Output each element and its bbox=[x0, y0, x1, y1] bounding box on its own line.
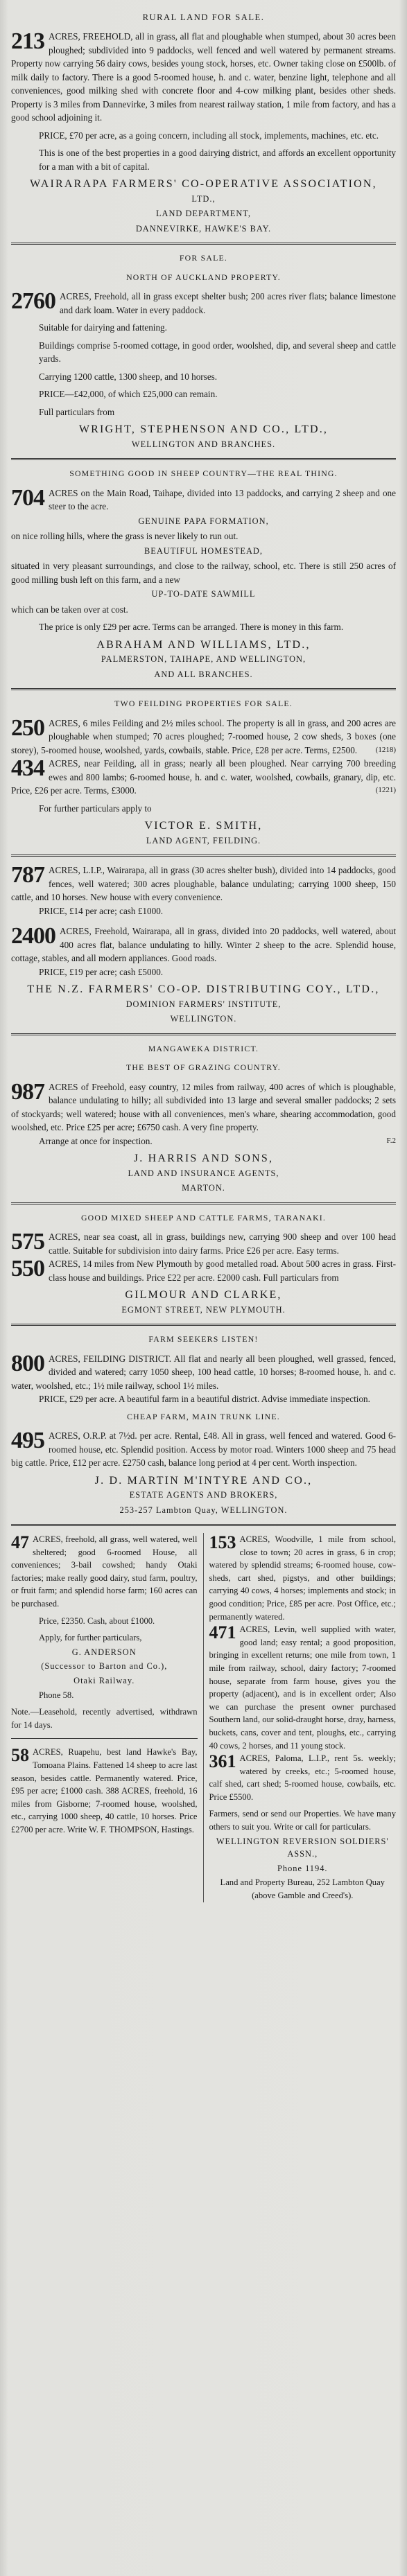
agent-firm: WAIRARAPA FARMERS' CO-OPERATIVE ASSOCIATION, bbox=[30, 178, 377, 190]
acreage-number: 575 bbox=[11, 1229, 44, 1254]
ad-reference: (1221) bbox=[375, 786, 396, 794]
agent-role: LAND AGENT, FEILDING. bbox=[146, 835, 261, 845]
agent-firm: WELLINGTON REVERSION SOLDIERS' ASSN., bbox=[216, 1836, 389, 1859]
acreage-number: 58 bbox=[11, 1745, 29, 1766]
ad-price: PRICE, £29 per acre. A beautiful farm in a beautiful district. Advise immediate inspection. bbox=[39, 1394, 370, 1404]
two-column-ads bbox=[11, 1533, 396, 1902]
ad-note: Note.—Leasehold, recently advertised, withdrawn for 14 days. bbox=[11, 1707, 198, 1730]
agent-institute: DOMINION FARMERS' INSTITUTE, bbox=[125, 999, 282, 1009]
section-title: RURAL LAND FOR SALE. bbox=[142, 12, 265, 22]
ad-body: 495 ACRES, O.R.P. at 7½d. per acre. Rental, £48. All in grass, well fenced and watered. Good 6-roomed house, etc. Splendid position. Access by motor road. Winters 1000 sheep and 75 head big cattle. Price, £12 per acre. £2750 cash, balance long period at 4 per cent. Worth inspection. bbox=[11, 1428, 396, 1468]
ad-price: Price, £2350. Cash, about £1000. bbox=[39, 1615, 155, 1626]
divider bbox=[11, 1524, 396, 1526]
ad-taihape bbox=[11, 467, 396, 681]
ad-carrying: Carrying 1200 cattle, 1300 sheep, and 10 horses. bbox=[39, 371, 218, 382]
acreage-number: 800 bbox=[11, 1350, 44, 1376]
agent-successor: (Successor to Barton and Co.), bbox=[41, 1661, 168, 1672]
acreage-number: 2760 bbox=[11, 288, 55, 314]
agent-address: WELLINGTON AND BRANCHES. bbox=[131, 439, 276, 449]
ad-body: 575 ACRES, near sea coast, all in grass, buildings new, carrying 900 sheep and over 100 head cattle. Suitable for subdivision into dairy farms. Price £26 per acre. Easy terms. bbox=[11, 1229, 396, 1256]
ad-full: For further particulars apply to bbox=[39, 803, 152, 814]
ad-headline: SOMETHING GOOD IN SHEEP COUNTRY—THE REAL THING. bbox=[69, 468, 338, 478]
acreage-number: 250 bbox=[11, 715, 44, 741]
ad-body: 2760 ACRES, Freehold, all in grass except shelter bush; 200 acres river flats; balance limestone and dark loam. Water in every paddock. bbox=[11, 288, 396, 315]
ad-wairarapa bbox=[11, 864, 396, 1026]
divider bbox=[11, 1324, 396, 1326]
acreage-number: 787 bbox=[11, 862, 44, 888]
agent-address: WELLINGTON. bbox=[170, 1014, 237, 1024]
ad-reversion-soldiers bbox=[204, 1533, 397, 1902]
ad-body: 361 ACRES, Paloma, L.I.P., rent 5s. weekly; watered by creeks, etc.; 5-roomed house, calf shed, cart shed; 5-roomed house, cowbails, etc. Price £5500. bbox=[209, 1751, 396, 1802]
ad-text: which can be taken over at cost. bbox=[11, 604, 128, 615]
ad-reference: (1218) bbox=[375, 745, 396, 754]
ad-heading: FOR SALE. bbox=[179, 253, 228, 263]
ad-text: situated in very pleasant surroundings, and close to the railway, school, etc. There is still 250 acres of good milling bush left on this farm, and a new bbox=[11, 561, 396, 585]
divider bbox=[11, 243, 396, 245]
ad-subhead: UP-TO-DATE SAWMILL bbox=[151, 589, 256, 599]
ad-body: 800 ACRES, FEILDING DISTRICT. All flat and nearly all been ploughed, well grassed, fenced, divided and watered; carry 1050 sheep, 100 head cattle, 10 horses; 8-roomed house, h. and c. water, woolshed, etc.; 1½ mile railway, school 1½ miles. bbox=[11, 1350, 396, 1391]
ad-headline: THE BEST OF GRAZING COUNTRY. bbox=[126, 1062, 281, 1072]
agent-name: G. ANDERSON bbox=[71, 1647, 137, 1657]
agent-firm: WRIGHT, STEPHENSON AND CO., LTD., bbox=[78, 423, 329, 435]
ad-apply: Apply, for further particulars, bbox=[39, 1633, 142, 1643]
ad-body: 250 ACRES, 6 miles Feilding and 2½ miles school. The property is all in grass, and 200 acres are ploughable when stumped; 70 acres ploughed; 7-roomed house, 2 cow sheds, 3 boxes (one storey), 5-roomed house, woolshed, yards, cowbails, stable. Price, £28 per acre. Terms, £2500. (1218) bbox=[11, 717, 396, 757]
agent-address: 253-257 Lambton Quay, WELLINGTON. bbox=[119, 1505, 288, 1515]
ad-taranaki bbox=[11, 1211, 396, 1317]
ad-mangaweka bbox=[11, 1042, 396, 1195]
agent-role: ESTATE AGENTS AND BROKERS, bbox=[129, 1490, 278, 1500]
acreage-number: 47 bbox=[11, 1532, 29, 1552]
ad-body: 434 ACRES, near Feilding, all in grass; nearly all been ploughed. Near carrying 700 breeding ewes and 800 lambs; 6-roomed house, h. and c. water, woolshed, cowbails, granary, dip, etc. Price, £26 per acre. Terms, £3000. (1221) bbox=[11, 757, 396, 798]
acreage-number: 987 bbox=[11, 1078, 44, 1105]
divider bbox=[11, 1738, 198, 1739]
agent-firm: J. D. MARTIN M'INTYRE AND CO., bbox=[94, 1474, 313, 1487]
agent-department: Land and Property Bureau, 252 Lambton Quay (above Gamble and Creed's). bbox=[220, 1877, 385, 1901]
ad-full: Full particulars from bbox=[39, 406, 115, 417]
acreage-number: 550 bbox=[11, 1256, 44, 1281]
ad-price: PRICE, £70 per acre, as a going concern, including all stock, implements, machines, etc. etc. bbox=[39, 130, 379, 141]
agent-firm: ABRAHAM AND WILLIAMS, LTD., bbox=[96, 638, 311, 651]
ad-headline: TWO FEILDING PROPERTIES FOR SALE. bbox=[114, 699, 293, 708]
ad-note: This is one of the best properties in a good dairying district, and affords an excellent opportunity for a man with a bit of capital. bbox=[39, 148, 396, 172]
ad-subhead: BEAUTIFUL HOMESTEAD, bbox=[144, 545, 263, 556]
ad-body: 987 ACRES of Freehold, easy country, 12 miles from railway, 400 acres of which is ploughable, balance undulating to hilly; all subdivided into 13 large and several smaller paddocks; 2 sets of stockyards; well watered; house with all conveniences, men's whare, shearing accommodation, good woolshed, etc. Price £25 per acre; £6750 cash. A very fine property. bbox=[11, 1078, 396, 1132]
agent-firm: J. HARRIS AND SONS, bbox=[133, 1153, 274, 1164]
ad-district: MANGAWEKA DISTRICT. bbox=[148, 1043, 259, 1053]
ad-price: PRICE—£42,000, of which £25,000 can remain. bbox=[39, 389, 218, 399]
acreage-number: 471 bbox=[209, 1622, 236, 1643]
acreage-number: 704 bbox=[11, 484, 44, 511]
divider bbox=[11, 688, 396, 690]
ad-body: 47 ACRES, freehold, all grass, well watered, well sheltered; good 6-roomed House, all conveniences; 3-bail cowshed; handy Otaki factories; make really good dairy, stud farm, poultry, or fruit farm; and splendid horse farm; 160 acres can be purchased. bbox=[11, 1532, 198, 1609]
agent-firm: GILMOUR AND CLARKE, bbox=[125, 1289, 282, 1301]
ad-feilding bbox=[11, 697, 396, 848]
agent-firm: VICTOR E. SMITH, bbox=[144, 820, 263, 832]
ad-subhead: GENUINE PAPA FORMATION, bbox=[138, 516, 269, 526]
agent-role: LAND AND INSURANCE AGENTS, bbox=[128, 1168, 279, 1178]
ad-headline: FARM SEEKERS LISTEN! bbox=[148, 1334, 259, 1344]
ad-body: 550 ACRES, 14 miles from New Plymouth by good metalled road. About 500 acres in grass. First-class house and buildings. Price £22 per acre. £2000 cash. Full particulars from bbox=[11, 1256, 396, 1283]
divider bbox=[11, 1202, 396, 1204]
divider bbox=[11, 458, 396, 460]
acreage-number: 434 bbox=[11, 755, 44, 781]
ad-price: PRICE, £14 per acre; cash £1000. bbox=[39, 905, 164, 916]
ad-otaki bbox=[11, 1533, 204, 1902]
ad-body: 58 ACRES, Ruapehu, best land Hawke's Bay, Tomoana Plains. Fattened 14 sheep to acre last season, besides cattle. Permanently watered. Price, £95 per acre; £1000 cash. 388 ACRES, freehold, 16 miles from Gisborne; 7-roomed house, woolshed, etc., carrying 1000 sheep, 40 cattle, 10 horses. Price £2700 per acre. Write W. F. THOMPSON, Hastings. bbox=[11, 1745, 198, 1834]
ad-body: 704 ACRES on the Main Road, Taihape, divided into 13 paddocks, and carrying 2 sheep and one steer to the acre. bbox=[11, 484, 396, 511]
agent-firm: THE N.Z. FARMERS' CO-OP. DISTRIBUTING COY., LTD., bbox=[27, 983, 380, 995]
agent-town: Otaki Railway. bbox=[73, 1675, 135, 1685]
ad-north-auckland bbox=[11, 252, 396, 451]
divider bbox=[11, 855, 396, 857]
ad-body: 2400 ACRES, Freehold, Wairarapa, all in grass, divided into 20 paddocks, well watered, about 400 acres flat, balance undulating to hilly. Winter 2 sheep to the acre. Splendid house, cottage, stables, and all modern appliances. Good roads. bbox=[11, 923, 396, 963]
ad-region: NORTH OF AUCKLAND PROPERTY. bbox=[126, 272, 281, 282]
agent-address: PALMERSTON, TAIHAPE, AND WELLINGTON, bbox=[101, 654, 306, 664]
acreage-number: 2400 bbox=[11, 923, 55, 949]
agent-address: DANNEVIRKE, HAWKE'S BAY. bbox=[135, 223, 272, 234]
ad-price: The price is only £29 per acre. Terms can be arranged. There is money in this farm. bbox=[39, 622, 344, 632]
ad-body: 471 ACRES, Levin, well supplied with water, good land; easy rental; a good proposition, bringing in excellent returns; one mile from town, 1 mile from railway, school, dairy factory; 7-roomed house, separate from farm house, gives you the property (adjacent), and is in excellent order; Also we can purchase the present owner purchased Southern land, our solid-draught horse, dray, harness, buckets, cans, cover and tent, ploughs, etc., carrying 40 cows, 2 horses, and 11 young stock. bbox=[209, 1622, 396, 1751]
agent-address: MARTON. bbox=[182, 1183, 225, 1193]
agent-phone: Phone 58. bbox=[39, 1690, 74, 1700]
ad-body: 153 ACRES, Woodville, 1 mile from school, close to town; 20 acres in grass, 6 in crop; watered by splendid streams; 6-roomed house, cow-sheds, cart shed, pigstys, and other buildings; carrying 40 cows, 4 horses; implements and stock; in good condition; Price, £85 per acre. Post Office, etc.; permanently watered. bbox=[209, 1532, 396, 1622]
ad-subhead: CHEAP FARM, MAIN TRUNK LINE. bbox=[127, 1411, 280, 1421]
agent-department: LAND DEPARTMENT, bbox=[155, 209, 252, 218]
acreage-number: 361 bbox=[209, 1751, 236, 1772]
ad-body: 787 ACRES, L.I.P., Wairarapa, all in grass (30 acres shelter bush), divided into 14 paddocks, good fences, well watered; 300 acres ploughable, balance undulating; carrying 1000 sheep, 150 cattle, and 10 horses. New house with every convenience. bbox=[11, 862, 396, 902]
acreage-number: 153 bbox=[209, 1532, 236, 1552]
ad-body: 213 ACRES, FREEHOLD, all in grass, all flat and ploughable when stumped, about 30 acres been ploughed; subdivided into 9 paddocks, well fenced and well watered by permanent streams. Property now carrying 56 dairy cows, besides young stock, horses, etc. Owner taking close on £500lb. of milk daily to factory. There is a good 5-roomed house, h. and c. water, benzine light, telephone and all conveniences, good milking shed with concrete floor and 4-cow milking plant, besides other sheds. Property is 3 miles from Dannevirke, 3 miles from nearest railway station, 1 mile from factory, and has a good school adjoining it. bbox=[11, 28, 396, 123]
ad-text: on nice rolling hills, where the grass is never likely to run out. bbox=[11, 531, 239, 541]
acreage-number: 495 bbox=[11, 1428, 44, 1453]
acreage-number: 213 bbox=[11, 28, 44, 54]
ad-farm-seekers bbox=[11, 1333, 396, 1517]
ad-dannevirke bbox=[11, 30, 396, 236]
ad-reference: F.2 bbox=[386, 1136, 396, 1145]
ad-note: Farmers, send or send our Properties. We have many others to suit you. Write or call for particulars. bbox=[209, 1809, 396, 1832]
agent-firm-ltd: LTD., bbox=[191, 193, 216, 204]
agent-phone: Phone 1194. bbox=[277, 1863, 328, 1873]
ad-suitable: Suitable for dairying and fattening. bbox=[39, 322, 167, 333]
agent-address: EGMONT STREET, NEW PLYMOUTH. bbox=[121, 1304, 286, 1315]
divider bbox=[11, 1033, 396, 1035]
agent-branches: AND ALL BRANCHES. bbox=[154, 669, 253, 679]
ad-headline: GOOD MIXED SHEEP AND CATTLE FARMS, TARANAKI. bbox=[80, 1212, 327, 1223]
ad-price: PRICE, £19 per acre; cash £5000. bbox=[39, 966, 164, 977]
ad-arrange: Arrange at once for inspection. F.2 bbox=[11, 1134, 396, 1148]
ad-buildings: Buildings comprise 5-roomed cottage, in good order, woolshed, dip, and several sheep and cattle yards. bbox=[39, 340, 396, 364]
